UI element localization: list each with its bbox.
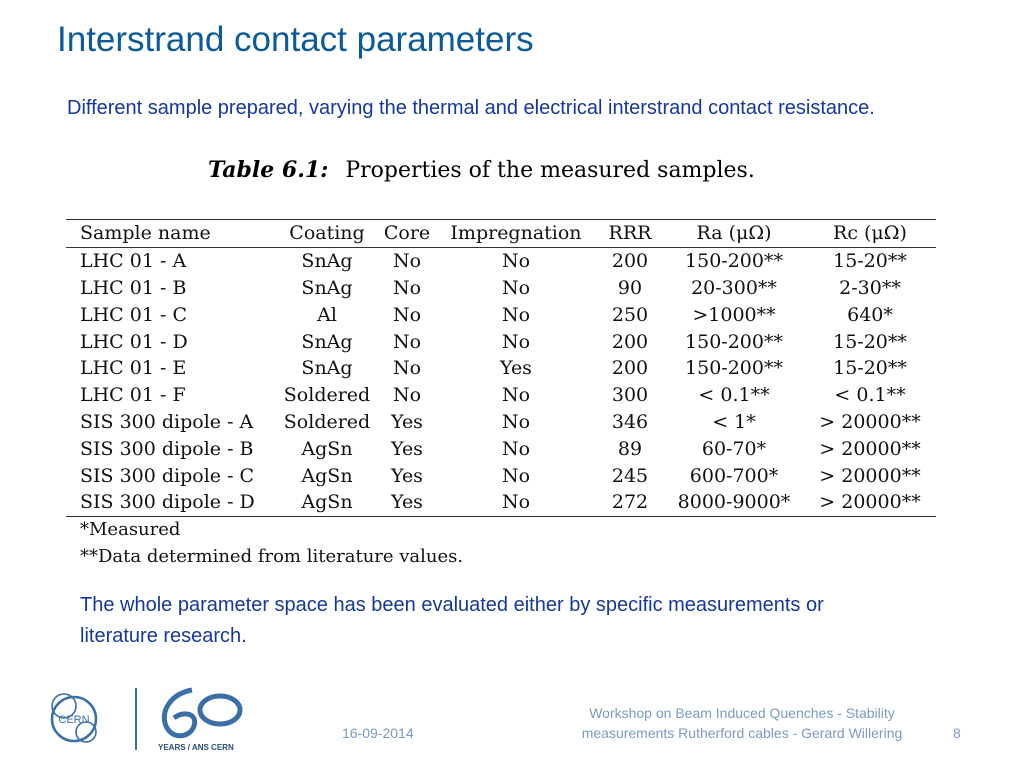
table-row bbox=[66, 275, 936, 302]
table-cell: Yes bbox=[391, 491, 423, 514]
table-cell: LHC 01 - D bbox=[80, 330, 188, 353]
table-cell: No bbox=[392, 330, 422, 353]
table-cell: < 1* bbox=[712, 410, 756, 433]
table-cell: 346 bbox=[611, 410, 649, 433]
table-cell: < 0.1** bbox=[698, 384, 770, 407]
table-caption-label: Table 6.1: bbox=[208, 157, 329, 183]
slide-title: Interstrand contact parameters bbox=[57, 20, 534, 59]
table-cell: Al bbox=[317, 303, 337, 326]
column-header: Ra (μΩ) bbox=[696, 222, 772, 245]
table-caption-text: Properties of the measured samples. bbox=[345, 158, 755, 183]
note-measured: *Measured bbox=[80, 519, 181, 540]
table-cell: 150-200** bbox=[685, 250, 783, 273]
table-cell: LHC 01 - B bbox=[80, 276, 187, 299]
footer-logos bbox=[42, 684, 262, 754]
table-cell: No bbox=[501, 491, 531, 514]
table-cell: SIS 300 dipole - B bbox=[80, 437, 254, 460]
table-cell: Soldered bbox=[283, 410, 371, 433]
table-cell: 200 bbox=[611, 250, 649, 273]
footer-workshop-info: Workshop on Beam Induced Quenches - Stability measurements Rutherford cables - Gerard Willering bbox=[581, 705, 903, 741]
note-literature: **Data determined from literature values. bbox=[80, 546, 464, 567]
cern-logo bbox=[52, 694, 96, 742]
table-cell: LHC 01 - C bbox=[80, 303, 187, 326]
table-cell: 300 bbox=[611, 384, 649, 407]
table-cell: No bbox=[392, 303, 422, 326]
table-row bbox=[66, 409, 936, 436]
table-row bbox=[66, 328, 936, 355]
table-cell: 60-70* bbox=[701, 437, 767, 460]
footer-date: 16-09-2014 bbox=[342, 725, 414, 741]
table-cell: >1000** bbox=[692, 303, 776, 326]
table-cell: No bbox=[501, 384, 531, 407]
table-cell: No bbox=[392, 276, 422, 299]
table-cell: SIS 300 dipole - D bbox=[80, 491, 255, 514]
table-cell: > 20000** bbox=[819, 464, 921, 487]
table-cell: 20-300** bbox=[691, 276, 777, 299]
column-header: Sample name bbox=[80, 222, 211, 245]
table-cell: > 20000** bbox=[819, 437, 921, 460]
table-cell: 245 bbox=[611, 464, 649, 487]
table-cell: Yes bbox=[391, 410, 423, 433]
table-cell: No bbox=[501, 410, 531, 433]
cern-logo-text: CERN bbox=[58, 714, 90, 726]
column-header: RRR bbox=[608, 222, 652, 245]
table-cell: SIS 300 dipole - C bbox=[80, 464, 255, 487]
table-cell: 150-200** bbox=[685, 357, 783, 380]
table-cell: No bbox=[392, 357, 422, 380]
table-cell: 15-20** bbox=[833, 357, 907, 380]
table-cell: LHC 01 - F bbox=[80, 384, 186, 407]
table-cell: Yes bbox=[391, 464, 423, 487]
table-row bbox=[66, 382, 936, 409]
table-cell: 200 bbox=[611, 357, 649, 380]
table-cell: 15-20** bbox=[833, 330, 907, 353]
intro-text: Different sample prepared, varying the thermal and electrical interstrand contact resistance. bbox=[67, 97, 875, 119]
column-header: Coating bbox=[289, 222, 365, 245]
table-cell: SnAg bbox=[301, 250, 353, 273]
table-row bbox=[66, 301, 936, 328]
conclusion-text: The whole parameter space has been evaluated either by specific measurements or literature research. bbox=[80, 594, 824, 647]
table-cell: 150-200** bbox=[685, 330, 783, 353]
table-cell: Yes bbox=[500, 357, 532, 380]
table-cell: 90 bbox=[617, 276, 643, 299]
table-cell: AgSn bbox=[301, 464, 353, 487]
table-row bbox=[66, 435, 936, 462]
table-cell: No bbox=[501, 437, 531, 460]
table-cell: AgSn bbox=[301, 437, 353, 460]
table-cell: 272 bbox=[611, 491, 649, 514]
table-row bbox=[66, 489, 936, 516]
table-cell: No bbox=[501, 303, 531, 326]
table-cell: SnAg bbox=[301, 357, 353, 380]
sample-properties-table bbox=[66, 219, 936, 517]
table-row bbox=[66, 462, 936, 489]
column-header: Rc (μΩ) bbox=[833, 222, 907, 245]
years-logo-text: YEARS / ANS CERN bbox=[158, 743, 234, 752]
table-cell: No bbox=[392, 250, 422, 273]
table-cell: Yes bbox=[391, 437, 423, 460]
table-cell: 250 bbox=[611, 303, 649, 326]
column-header: Core bbox=[383, 222, 431, 245]
table-cell: 8000-9000* bbox=[677, 491, 791, 514]
table-cell: > 20000** bbox=[819, 410, 921, 433]
table-cell: No bbox=[392, 384, 422, 407]
table-cell: LHC 01 - A bbox=[80, 250, 187, 273]
table-cell: > 20000** bbox=[819, 491, 921, 514]
table-cell: LHC 01 - E bbox=[80, 357, 187, 380]
table-cell: No bbox=[501, 250, 531, 273]
table-row bbox=[66, 247, 936, 274]
table-cell: 640* bbox=[847, 303, 893, 326]
page-number: 8 bbox=[953, 725, 961, 741]
table-cell: Soldered bbox=[283, 384, 371, 407]
table-cell: 2-30** bbox=[839, 276, 901, 299]
table-row bbox=[66, 355, 936, 382]
table-cell: SnAg bbox=[301, 276, 353, 299]
table-cell: 15-20** bbox=[833, 250, 907, 273]
table-cell: No bbox=[501, 330, 531, 353]
table-cell: 200 bbox=[611, 330, 649, 353]
table-header-row bbox=[66, 220, 936, 248]
table-cell: SIS 300 dipole - A bbox=[80, 410, 254, 433]
table-cell: AgSn bbox=[301, 491, 353, 514]
table-cell: < 0.1** bbox=[834, 384, 906, 407]
table-caption bbox=[208, 157, 755, 183]
table-cell: No bbox=[501, 276, 531, 299]
table-cell: No bbox=[501, 464, 531, 487]
table-notes bbox=[80, 516, 463, 570]
table-cell: SnAg bbox=[301, 330, 353, 353]
table-cell: 89 bbox=[617, 437, 643, 460]
cern-60-years-logo bbox=[158, 690, 240, 752]
table-cell: 600-700* bbox=[689, 464, 779, 487]
column-header: Impregnation bbox=[450, 222, 582, 245]
